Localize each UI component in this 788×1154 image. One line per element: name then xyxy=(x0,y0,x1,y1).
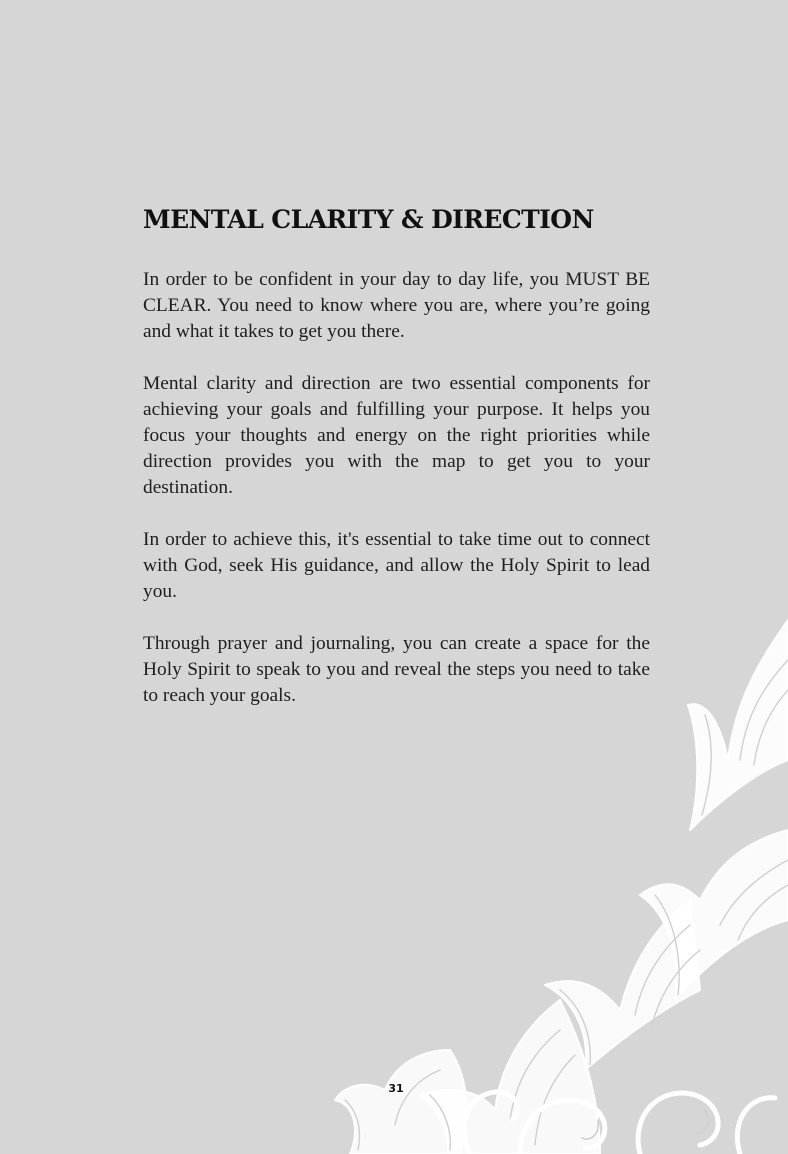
main-content xyxy=(143,202,650,735)
paragraph-3: In order to achieve this, it's essential to take time out to connect with God, seek His guidance, and allow the Holy Spirit to lead you. xyxy=(143,529,650,602)
paragraph-4: Through prayer and journaling, you can create a space for the Holy Spirit to speak to you and reveal the steps you need to take to reach your goals. xyxy=(143,633,650,706)
paragraph-1: In order to be confident in your day to day life, you MUST BE CLEAR. You need to know where you are, where you’re going and what it takes to get you there. xyxy=(143,269,650,342)
page-number: 31 xyxy=(388,1082,404,1095)
page-heading: MENTAL CLARITY & DIRECTION xyxy=(143,205,594,234)
paragraph-2: Mental clarity and direction are two essential components for achieving your goals and fulfilling your purpose. It helps you focus your thoughts and energy on the right priorities while direction provides you with the map to get you to your destination. xyxy=(143,373,650,498)
